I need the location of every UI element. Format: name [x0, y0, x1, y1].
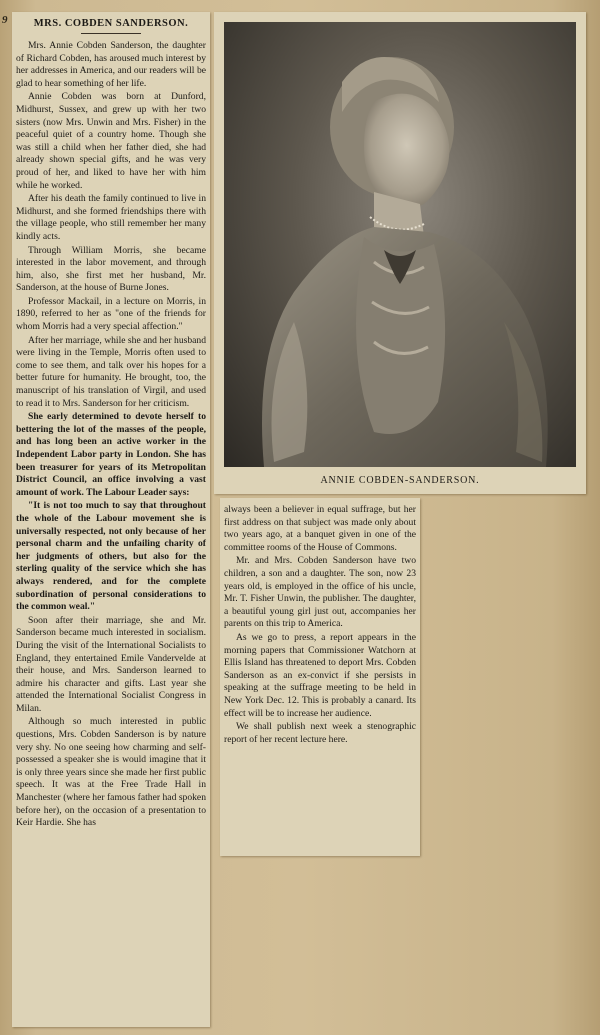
- paragraph: always been a believer in equal suffrage, but her first address on that subject was made only about two years ago, at a banquet given in one of the committee rooms of the House of Commons.: [224, 504, 416, 553]
- paragraph: As we go to press, a report appears in the morning papers that Commissioner Watchorn at Ellis Island has threatened to deport Mrs. Cobden Sanderson as an ex-convict if she persists in speaking at the suffrage meeting to be held in New York Dec. 12. This is probably a canard. Its effect will be to increase her audience.: [224, 631, 416, 719]
- labour-leader-quote: "It is not too much to say that throughout the whole of the Labour movement she is universally respected, not only because of her personal charm and the unfailing charity of her judgments of others, but also for the sterling quality of the service which she has always rendered, and for the complete subordination of personal considerations to the common weal.": [16, 500, 206, 613]
- paragraph: Mr. and Mrs. Cobden Sanderson have two children, a son and a daughter. The son, now 23 years old, is employed in the office of his uncle, Mr. T. Fisher Unwin, the publisher. The daughter, a beautiful young girl just out, accompanies her parents on this trip to America.: [224, 555, 416, 630]
- page-number: 9: [2, 14, 8, 26]
- article-body-right: [224, 504, 416, 746]
- paragraph: Mrs. Annie Cobden Sanderson, the daughter of Richard Cobden, has aroused much interest by her addresses in America, and our readers will be glad to hear something of her life.: [16, 40, 206, 89]
- paragraph: Soon after their marriage, she and Mr. Sanderson became much interested in socialism. During the visit of the International Socialists to England, they entertained Emile Vandervelde at their house, and Mrs. Sanderson learned to admire his character and gifts. Last year she attended the International Socialist Congress in Milan.: [16, 614, 206, 714]
- paragraph: After his death the family continued to live in Midhurst, and she formed friendships there with the village people, who still remember her many kindly acts.: [16, 193, 206, 242]
- paragraph: We shall publish next week a stenographic report of her recent lecture here.: [224, 721, 416, 745]
- portrait-photo: [224, 22, 576, 467]
- article-clipping-right: [220, 498, 420, 856]
- paragraph: Annie Cobden was born at Dunford, Midhurst, Sussex, and grew up with her two sisters (now Mrs. Unwin and Mrs. Fisher) in the peaceful quiet of a country home. Though she was still a child when her father died, she had already shown special gifts, and he was very proud of her, and liked to have her with him while he worked.: [16, 91, 206, 191]
- paragraph: She early determined to devote herself to bettering the lot of the masses of the people, and has long been an active worker in the Independent Labor party in London. She has been treasurer for years of its Metropolitan District Council, an office involving a vast amount of work. The Labour Leader says:: [16, 411, 206, 498]
- paragraph: Professor Mackail, in a lecture on Morris, in 1890, referred to her as "one of the friends for whom Morris had a very special affection.": [16, 295, 206, 333]
- paragraph: Through William Morris, she became interested in the labor movement, and through him, also, she first met her husband, Mr. Sanderson, at the house of Burne Jones.: [16, 244, 206, 294]
- article-clipping-left: [12, 12, 210, 1027]
- article-body-left: [16, 40, 206, 830]
- paragraph: Although so much interested in public questions, Mrs. Cobden Sanderson is by nature very shy. No one seeing how charming and self-possessed a speaker she is would imagine that it is only three years since she made her first public speech. It was at the Free Trade Hall in Manchester (where her famous father had spoken before her), on the occasion of a presentation to Keir Hardie. She has: [16, 716, 206, 829]
- portrait-caption: ANNIE COBDEN-SANDERSON.: [320, 475, 480, 486]
- article-headline: MRS. COBDEN SANDERSON.: [33, 18, 189, 29]
- portrait-clipping: [214, 12, 586, 494]
- headline-rule: [81, 33, 141, 34]
- paragraph: After her marriage, while she and her husband were living in the Temple, Morris often used to come to see them, and talk over his hopes for a better future for humanity. He brought, too, the manuscript of his translation of Virgil, and used to read it to Mrs. Sanderson for her criticism.: [16, 334, 206, 409]
- portrait-illustration: [224, 22, 576, 467]
